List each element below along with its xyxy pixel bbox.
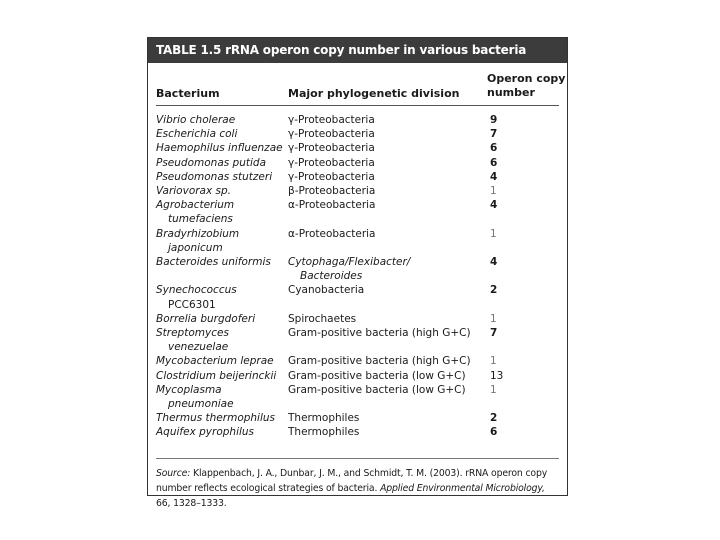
bacterium-cell	[156, 156, 288, 170]
division-cell-line: Gram-positive bacteria (low G+C)	[288, 369, 466, 382]
bacterium-cell	[156, 255, 288, 283]
bottom-rule	[156, 458, 559, 459]
header-copy-line1: Operon copy	[487, 72, 566, 85]
division-cell	[288, 255, 488, 283]
bacterium-cell	[156, 170, 288, 184]
table-row	[156, 383, 559, 411]
bacterium-cell	[156, 227, 288, 255]
bacterium-cell-line: Variovorax sp.	[156, 185, 232, 198]
division-cell	[288, 156, 488, 170]
table-row	[156, 127, 559, 141]
table-container	[147, 37, 568, 509]
copy-number-cell: 1	[490, 185, 497, 198]
division-cell	[288, 184, 488, 198]
division-cell	[288, 198, 488, 226]
copy-number-cell: 1	[490, 227, 497, 240]
table-row	[156, 170, 559, 184]
bacterium-cell	[156, 369, 288, 383]
division-cell	[288, 113, 488, 127]
copy-number-cell: 4	[490, 256, 498, 269]
division-cell	[288, 170, 488, 184]
division-cell-line: γ-Proteobacteria	[288, 170, 375, 183]
header-copy-line2: number	[487, 86, 535, 99]
copy-number-cell: 2	[490, 412, 498, 425]
table-row	[156, 283, 559, 311]
copy-number-cell: 6	[490, 142, 498, 155]
bacterium-cell-line: Haemophilus influenzae	[156, 142, 283, 155]
bacterium-cell	[156, 411, 288, 425]
table-row	[156, 113, 559, 127]
division-cell-line: α-Proteobacteria	[288, 199, 376, 212]
bacterium-cell	[156, 425, 288, 439]
copy-number-cell: 4	[490, 199, 498, 212]
table-body	[156, 113, 559, 440]
bacterium-cell	[156, 326, 288, 354]
copy-number-cell: 7	[490, 128, 498, 141]
bacterium-cell	[156, 198, 288, 226]
table-row	[156, 425, 559, 439]
division-cell-line: α-Proteobacteria	[288, 227, 376, 240]
bacterium-cell	[156, 184, 288, 198]
table-row	[156, 184, 559, 198]
copy-number-cell: 13	[490, 369, 504, 382]
bacterium-cell-line: Mycoplasma	[156, 383, 222, 396]
table-row	[156, 198, 559, 226]
division-cell-line: Thermophiles	[288, 426, 360, 439]
table-row	[156, 312, 559, 326]
division-cell	[288, 411, 488, 425]
table-title: TABLE 1.5 rRNA operon copy number in various bacteria	[148, 38, 567, 63]
header-copy-number	[487, 72, 567, 100]
bacterium-cell	[156, 354, 288, 368]
bacterium-cell	[156, 113, 288, 127]
bacterium-cell-line: Synechococcus	[156, 284, 237, 297]
bacterium-cell-line: Bradyrhizobium	[156, 227, 240, 240]
source-text: Klappenbach, J. A., Dunbar, J. M., and Schmidt, T. M. (2003). rRNA operon copy number reflects ecological strategies of bacteria.	[156, 468, 548, 494]
division-cell	[288, 354, 488, 368]
division-cell	[288, 369, 488, 383]
bacterium-cell-line: Thermus thermophilus	[156, 412, 276, 425]
bacterium-cell-line: Agrobacterium	[156, 199, 235, 212]
division-cell	[288, 312, 488, 326]
division-cell-line: Spirochaetes	[288, 312, 357, 325]
division-cell-line: γ-Proteobacteria	[288, 142, 375, 155]
header-bacterium: Bacterium	[156, 87, 220, 100]
table-row	[156, 369, 559, 383]
table-row	[156, 326, 559, 354]
copy-number-cell: 9	[490, 114, 498, 126]
bacterium-cell-line: Borrelia burgdoferi	[156, 312, 256, 325]
bacterium-cell-line: Aquifex pyrophilus	[156, 426, 255, 439]
division-cell-line: γ-Proteobacteria	[288, 114, 375, 126]
copy-number-cell: 1	[490, 312, 497, 325]
source-journal: Applied Environmental Microbiology,	[380, 483, 545, 494]
division-cell-line: Cytophaga/Flexibacter/	[288, 256, 411, 269]
division-cell-line: γ-Proteobacteria	[288, 128, 375, 141]
bacterium-cell-line: PCC6301	[168, 298, 216, 311]
table-row	[156, 255, 559, 283]
source-volume-pages: 66, 1328–1333.	[156, 498, 227, 509]
bacterium-cell-line: Pseudomonas putida	[156, 156, 267, 169]
bacterium-cell	[156, 283, 288, 311]
table-header	[156, 63, 566, 106]
table-row	[156, 411, 559, 425]
division-cell-line: β-Proteobacteria	[288, 185, 376, 198]
copy-number-cell: 6	[490, 156, 498, 169]
division-cell	[288, 141, 488, 155]
bacterium-cell-line: Bacteroides uniformis	[156, 256, 271, 269]
bacterium-cell-line: Streptomyces	[156, 327, 229, 340]
bacterium-cell-line: Vibrio cholerae	[156, 114, 236, 126]
division-cell-line: Gram-positive bacteria (high G+C)	[288, 355, 471, 368]
bacterium-cell-line: tumefaciens	[168, 213, 233, 226]
division-cell	[288, 383, 488, 411]
bacterium-cell	[156, 383, 288, 411]
bacterium-cell	[156, 312, 288, 326]
copy-number-cell: 1	[490, 355, 497, 368]
division-cell-line: Thermophiles	[288, 412, 360, 425]
division-cell	[288, 283, 488, 311]
table-row	[156, 354, 559, 368]
copy-number-cell: 1	[490, 383, 497, 396]
copy-number-cell: 4	[490, 170, 498, 183]
division-cell-line: Bacteroides	[300, 270, 363, 283]
division-cell	[288, 425, 488, 439]
header-division: Major phylogenetic division	[288, 87, 460, 100]
bacterium-cell-line: venezuelae	[168, 341, 229, 354]
source-note	[156, 466, 561, 511]
division-cell	[288, 227, 488, 255]
division-cell	[288, 127, 488, 141]
bacterium-cell-line: Clostridium beijerinckii	[156, 369, 277, 382]
bacterium-cell-line: Pseudomonas stutzeri	[156, 170, 273, 183]
division-cell-line: γ-Proteobacteria	[288, 156, 375, 169]
copy-number-cell: 7	[490, 327, 498, 340]
table-row	[156, 156, 559, 170]
table-row	[156, 141, 559, 155]
division-cell-line: Gram-positive bacteria (low G+C)	[288, 383, 466, 396]
bacterium-cell-line: Mycobacterium leprae	[156, 355, 274, 368]
copy-number-cell: 6	[490, 426, 498, 439]
bacterium-cell-line: Escherichia coli	[156, 128, 238, 141]
bacterium-cell-line: japonicum	[168, 241, 223, 254]
bacterium-cell	[156, 141, 288, 155]
division-cell-line: Gram-positive bacteria (high G+C)	[288, 327, 471, 340]
bacterium-cell-line: pneumoniae	[168, 398, 234, 411]
source-label: Source:	[156, 468, 191, 479]
division-cell-line: Cyanobacteria	[288, 284, 365, 297]
copy-number-cell: 2	[490, 284, 498, 297]
bacterium-cell	[156, 127, 288, 141]
table-row	[156, 227, 559, 255]
division-cell	[288, 326, 488, 354]
